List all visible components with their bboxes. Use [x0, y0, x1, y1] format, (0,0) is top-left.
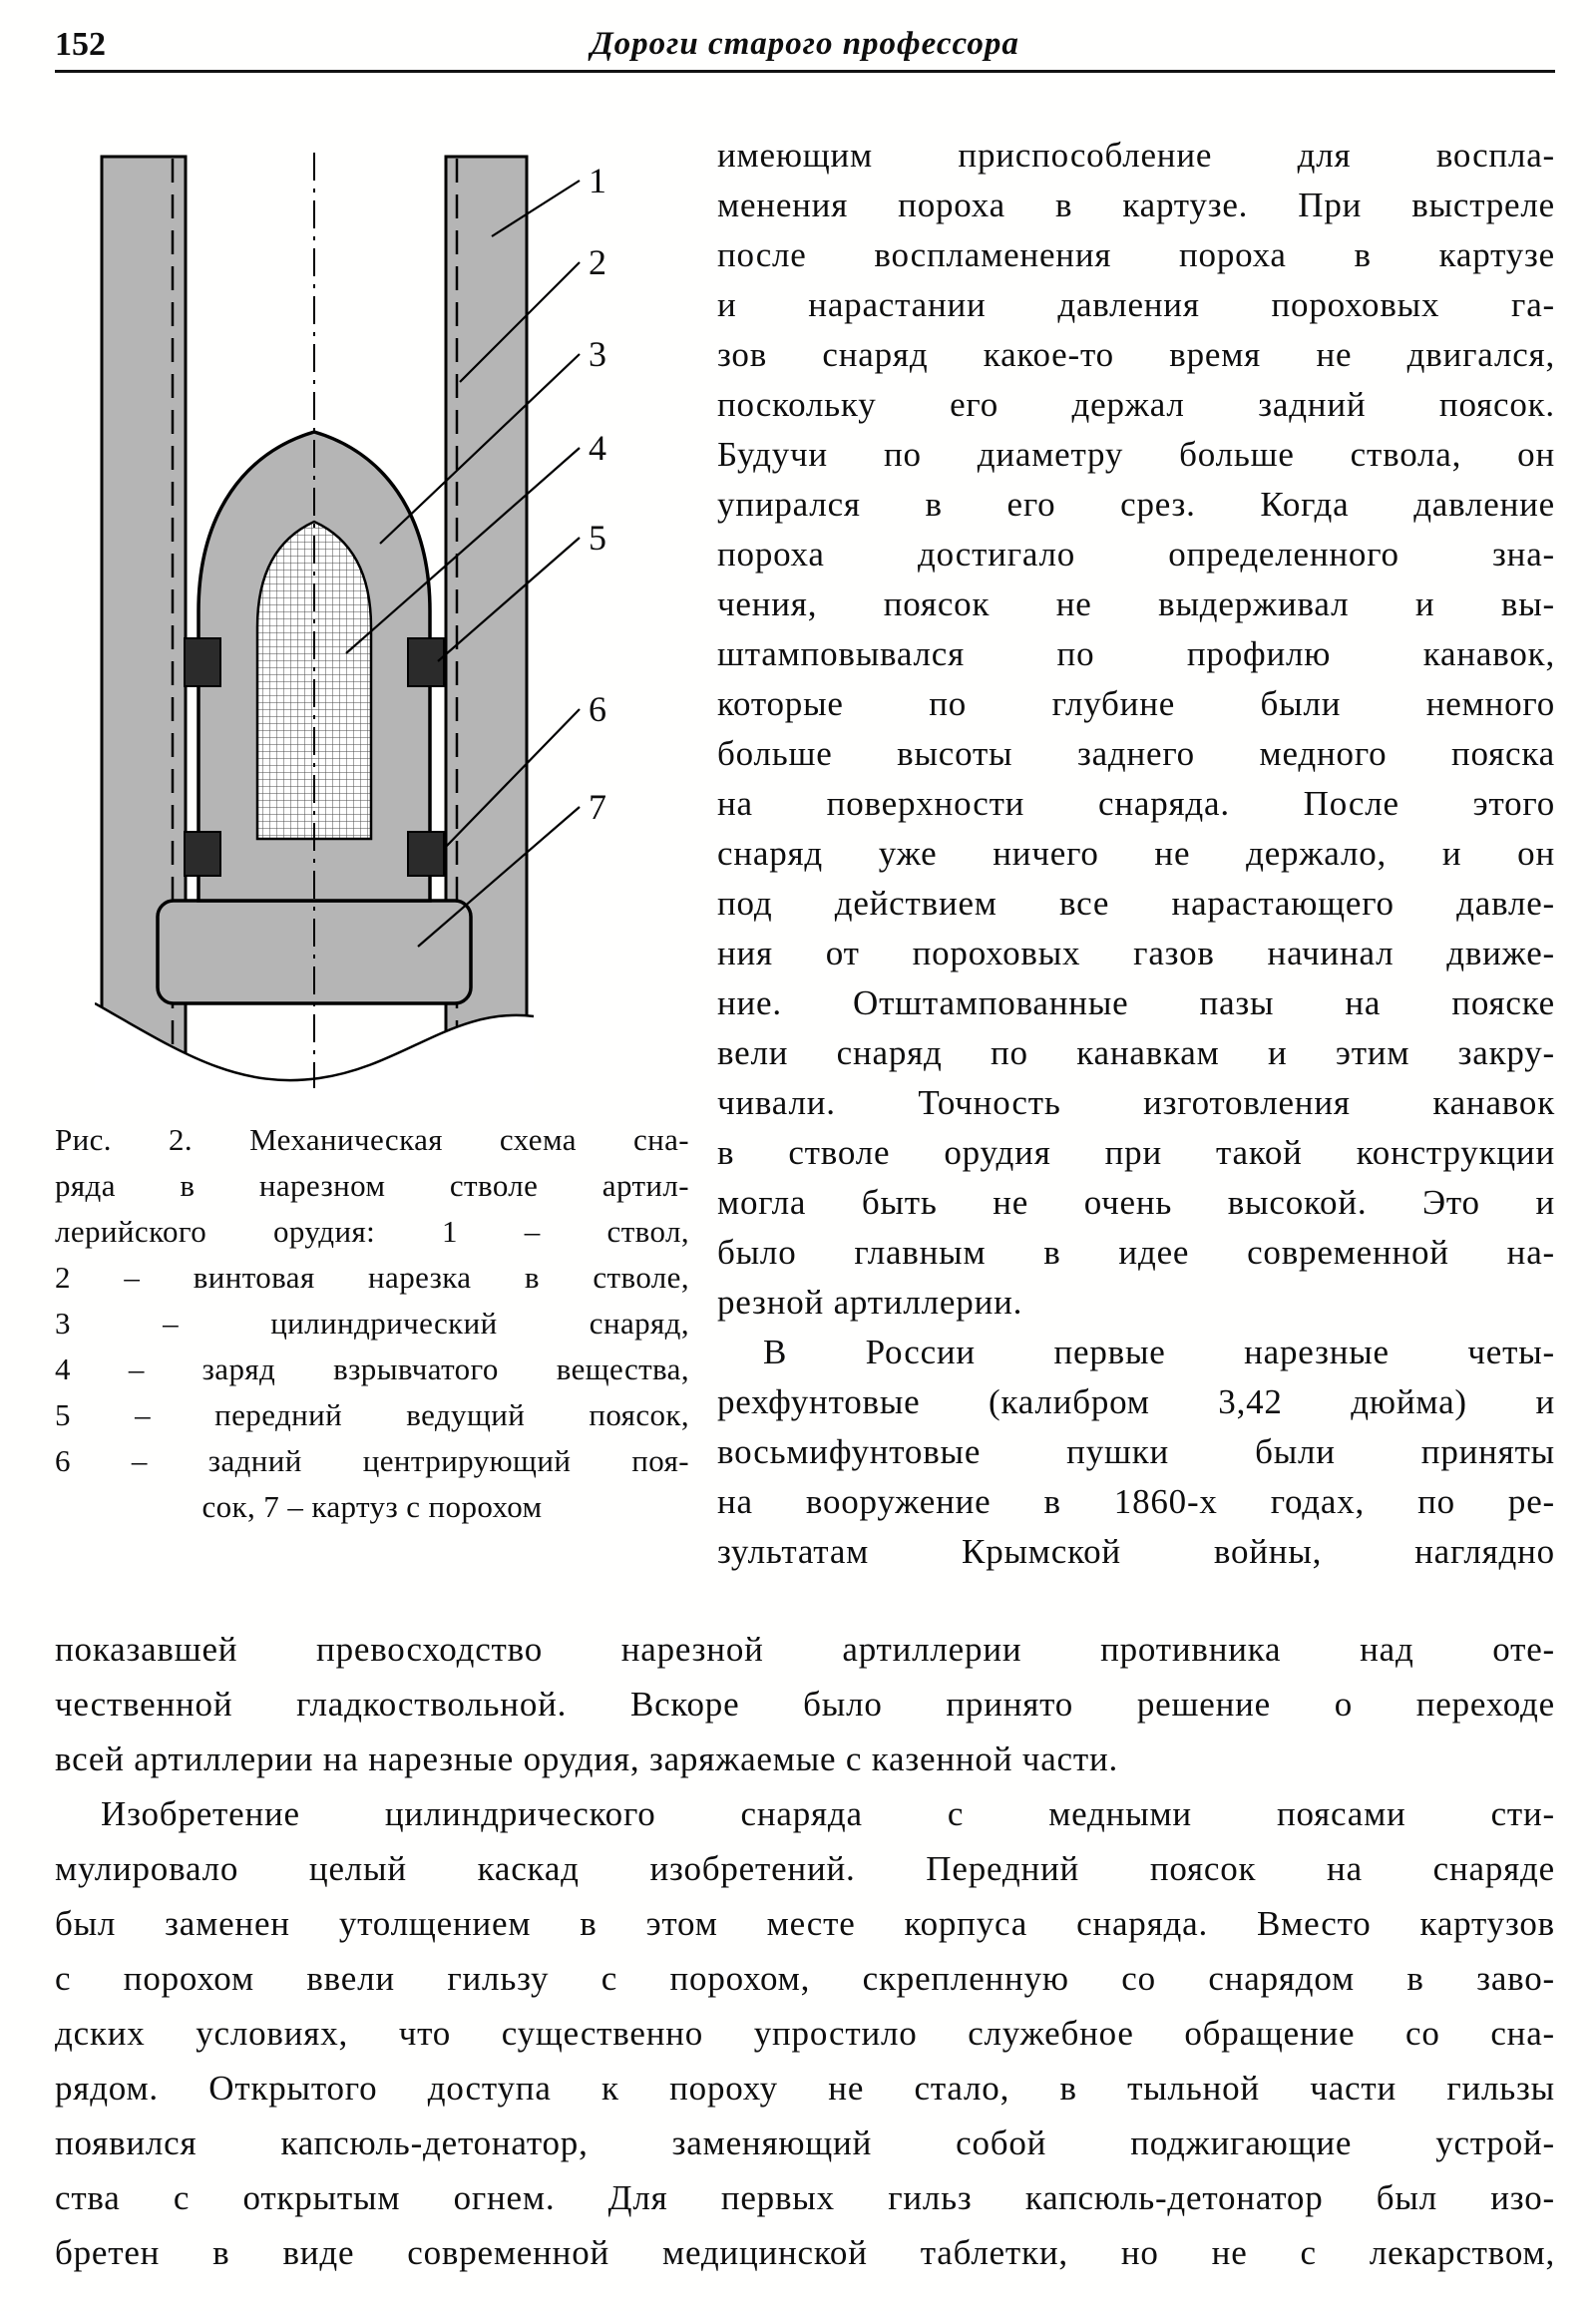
figure-number-3: 3 [589, 334, 606, 374]
caption-line: Рис. 2. Механическая схема сна- [55, 1122, 689, 1157]
left-column [55, 131, 698, 1530]
figure-number-5: 5 [589, 518, 606, 558]
text-line: мулировало целый каскад изобретений. Передний поясок на снаряде [55, 1849, 1555, 1888]
text-line: дских условиях, что существенно упростило служебное обращение со сна- [55, 2014, 1555, 2053]
text-line: упирался в его срез. Когда давление [717, 485, 1555, 524]
figure-number-4: 4 [589, 428, 606, 468]
text-line: менения пороха в картузе. При выстреле [717, 186, 1555, 224]
text-line: ния от пороховых газов начинал движе- [717, 934, 1555, 972]
page-header [55, 24, 1555, 73]
text-line: Изобретение цилиндрического снаряда с медными поясами сти- [101, 1794, 1555, 1833]
text-line: бретен в виде современной медицинской таблетки, но не с лекарством, [55, 2233, 1555, 2272]
text-line: чественной гладкоствольной. Вскоре было принято решение о переходе [55, 1685, 1555, 1724]
text-line: на вооружение в 1860-х годах, по ре- [717, 1482, 1555, 1521]
caption-line: 6 – задний центрирующий поя- [55, 1443, 689, 1478]
right-column-text [717, 131, 1555, 1577]
text-line: появился капсюль-детонатор, заменяющий собой поджигающие устрой- [55, 2123, 1555, 2162]
text-line: ние. Отштампованные пазы на пояске [717, 983, 1555, 1022]
figure-number-7: 7 [589, 787, 606, 827]
figure-diagram [95, 151, 633, 1093]
text-line: штамповывался по профилю канавок, [717, 634, 1555, 673]
figure-number-2: 2 [589, 242, 606, 282]
text-line: всей артиллерии на нарезные орудия, заряжаемые с казенной части. [55, 1739, 1119, 1778]
caption-line: 4 – заряд взрывчатого вещества, [55, 1351, 689, 1386]
figure-caption [55, 1117, 689, 1530]
text-line: пороха достигало определенного зна- [717, 535, 1555, 574]
text-line: под действием все нарастающего давле- [717, 884, 1555, 923]
text-line: чения, поясок не выдерживал и вы- [717, 584, 1555, 623]
front-band-right [408, 638, 444, 686]
figure-number-6: 6 [589, 689, 606, 729]
caption-line: 3 – цилиндрический снаряд, [55, 1306, 689, 1341]
text-line: резной артиллерии. [717, 1283, 1023, 1322]
caption-line: 5 – передний ведущий поясок, [55, 1397, 689, 1432]
text-line: снаряд уже ничего не держало, и он [717, 834, 1555, 873]
text-line: на поверхности снаряда. После этого [717, 784, 1555, 823]
front-band-left [185, 638, 220, 686]
text-line: рядом. Открытого доступа к пороху не стало, в тыльной части гильзы [55, 2069, 1555, 2108]
rear-band-left [185, 832, 220, 876]
figure-number-1: 1 [589, 161, 606, 200]
text-line: было главным в идее современной на- [717, 1233, 1555, 1272]
text-line: восьмифунтовые пушки были приняты [717, 1432, 1555, 1471]
text-line: которые по глубине были немного [717, 684, 1555, 723]
page-number: 152 [55, 26, 106, 63]
text-line: с порохом ввели гильзу с порохом, скрепленную со снарядом в заво- [55, 1959, 1555, 1998]
text-line: рехфунтовые (калибром 3,42 дюйма) и [717, 1382, 1555, 1421]
text-line: могла быть не очень высокой. Это и [717, 1183, 1555, 1222]
text-line: чивали. Точность изготовления канавок [717, 1083, 1555, 1122]
text-line: поскольку его держал задний поясок. [717, 385, 1555, 424]
text-line: В России первые нарезные четы- [763, 1333, 1555, 1371]
running-title: Дороги старого профессора [591, 26, 1019, 62]
text-line: вели снаряд по канавкам и этим закру- [717, 1033, 1555, 1072]
text-line: имеющим приспособление для воспла- [717, 136, 1555, 175]
text-line: зов снаряд какое-то время не двигался, [717, 335, 1555, 374]
text-line: показавшей превосходство нарезной артиллерии противника над оте- [55, 1630, 1555, 1669]
text-line: и нарастании давления пороховых га- [717, 285, 1555, 324]
caption-line: ряда в нарезном стволе артил- [55, 1168, 689, 1203]
text-line: Будучи по диаметру больше ствола, он [717, 435, 1555, 474]
text-line: после воспламенения пороха в картузе [717, 235, 1555, 274]
caption-line: 2 – винтовая нарезка в стволе, [55, 1260, 689, 1295]
text-line: зультатам Крымской войны, наглядно [717, 1532, 1555, 1571]
text-line: в стволе орудия при такой конструкции [717, 1133, 1555, 1172]
text-line: был заменен утолщением в этом месте корпуса снаряда. Вместо картузов [55, 1904, 1555, 1943]
text-line: ства с открытым огнем. Для первых гильз капсюль-детонатор был изо- [55, 2178, 1555, 2217]
bottom-text [55, 1622, 1555, 2280]
caption-line: сок, 7 – картуз с порохом [201, 1489, 543, 1524]
text-line: больше высоты заднего медного пояска [717, 734, 1555, 773]
caption-line: лерийского орудия: 1 – ствол, [55, 1214, 689, 1249]
rear-band-right [408, 832, 444, 876]
